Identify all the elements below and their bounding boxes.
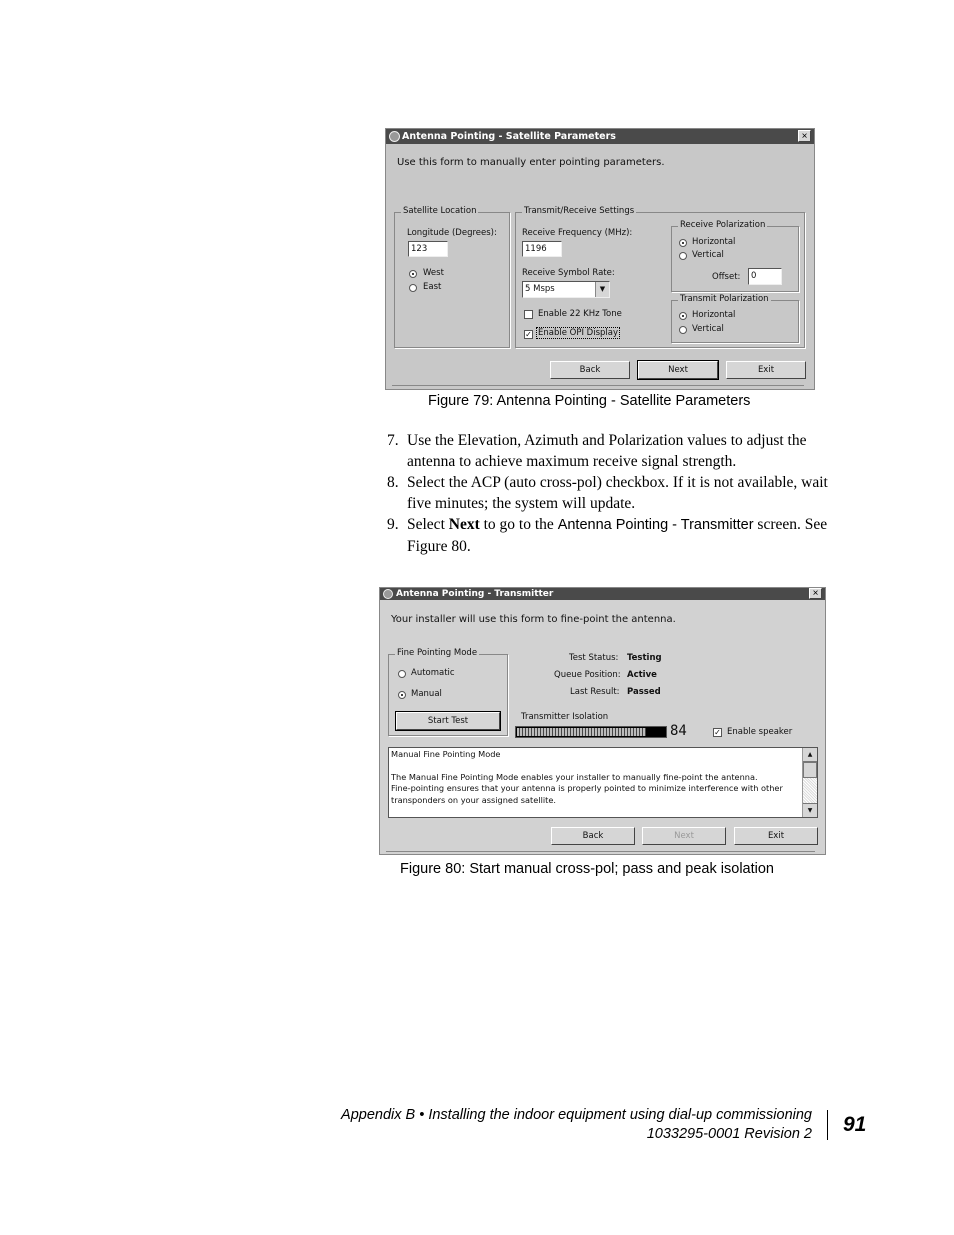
last-result-label: Last Result: bbox=[570, 687, 620, 697]
receive-polarization-group bbox=[671, 220, 799, 292]
transmit-receive-group bbox=[515, 206, 805, 348]
enable-speaker-checkbox[interactable]: ✓ bbox=[714, 728, 721, 737]
satellite-location-group bbox=[394, 206, 510, 348]
instruction-text: Use this form to manually enter pointing parameters. bbox=[397, 157, 665, 168]
exit-button[interactable]: Exit bbox=[734, 827, 818, 845]
tx-horizontal-label: Horizontal bbox=[692, 310, 736, 320]
manual-label: Manual bbox=[411, 689, 442, 699]
next-button[interactable]: Next bbox=[642, 827, 726, 845]
dialog-title: Antenna Pointing - Satellite Parameters bbox=[402, 131, 616, 142]
screen-name: Antenna Pointing - Transmitter bbox=[557, 517, 754, 533]
receive-frequency-input[interactable]: 1196 bbox=[522, 241, 562, 257]
tone-label: Enable 22 KHz Tone bbox=[538, 309, 622, 319]
scroll-up-icon[interactable]: ▲ bbox=[803, 748, 817, 762]
rx-vertical-label: Vertical bbox=[692, 250, 724, 260]
dialog-title: Antenna Pointing - Transmitter bbox=[396, 589, 554, 599]
offset-input[interactable]: 0 bbox=[748, 268, 782, 285]
automatic-label: Automatic bbox=[411, 668, 455, 678]
textbox-heading: Manual Fine Pointing Mode bbox=[391, 749, 501, 759]
description-textbox[interactable] bbox=[388, 747, 818, 818]
textbox-line: transponders on your assigned satellite. bbox=[391, 794, 556, 805]
step-text: Use the Elevation, Azimuth and Polarization values to adjust the antenna to achieve maximum receive signal strength. bbox=[407, 432, 807, 470]
back-button[interactable]: Back bbox=[551, 827, 635, 845]
isolation-meter-fill bbox=[517, 728, 646, 736]
fine-pointing-mode-group bbox=[388, 648, 508, 736]
opi-checkbox[interactable]: ✓ bbox=[525, 330, 532, 339]
queue-position-label: Queue Position: bbox=[554, 670, 621, 680]
textbox-line: Fine-pointing ensures that your antenna is properly pointed to minimize interference with other bbox=[391, 783, 783, 793]
manual-radio[interactable] bbox=[398, 691, 406, 699]
receive-frequency-label: Receive Frequency (MHz): bbox=[522, 228, 633, 238]
dialog-titlebar bbox=[386, 129, 814, 144]
test-status-value: Testing bbox=[627, 653, 662, 663]
rx-horizontal-label: Horizontal bbox=[692, 237, 736, 247]
transmitter-dialog bbox=[379, 587, 826, 855]
instruction-text: Your installer will use this form to fine-point the antenna. bbox=[391, 614, 676, 625]
last-result-value: Passed bbox=[627, 687, 661, 697]
automatic-radio[interactable] bbox=[398, 670, 406, 678]
symbol-rate-label: Receive Symbol Rate: bbox=[522, 268, 615, 278]
status-bar bbox=[392, 385, 804, 390]
step-number: 9. bbox=[387, 516, 399, 533]
scroll-down-icon[interactable]: ▼ bbox=[803, 803, 817, 817]
receive-polarization-label: Receive Polarization bbox=[680, 220, 766, 230]
satellite-location-label: Satellite Location bbox=[403, 206, 477, 216]
dialog-titlebar bbox=[380, 588, 825, 600]
back-button[interactable]: Back bbox=[550, 361, 630, 379]
opi-label: Enable OPI Display bbox=[538, 328, 619, 338]
step-number: 8. bbox=[387, 474, 399, 491]
start-test-button[interactable]: Start Test bbox=[396, 712, 500, 730]
vertical-scrollbar[interactable] bbox=[802, 748, 817, 817]
step-number: 7. bbox=[387, 432, 399, 449]
scroll-thumb[interactable] bbox=[803, 762, 817, 778]
close-button[interactable]: × bbox=[809, 588, 822, 599]
isolation-meter bbox=[515, 726, 667, 738]
tone-checkbox[interactable] bbox=[524, 310, 533, 319]
step-9 bbox=[387, 514, 837, 556]
isolation-value: 84 bbox=[670, 723, 687, 739]
queue-position-value: Active bbox=[627, 670, 657, 680]
fine-pointing-mode-label: Fine Pointing Mode bbox=[397, 648, 478, 658]
next-button[interactable]: Next bbox=[638, 361, 718, 379]
longitude-input[interactable]: 123 bbox=[408, 241, 448, 257]
test-status-label: Test Status: bbox=[569, 653, 619, 663]
figure80-caption: Figure 80: Start manual cross-pol; pass and peak isolation bbox=[400, 861, 774, 877]
figure79-caption: Figure 79: Antenna Pointing - Satellite Parameters bbox=[428, 393, 751, 409]
antenna-app-icon bbox=[389, 131, 400, 142]
exit-button[interactable]: Exit bbox=[726, 361, 806, 379]
transmit-polarization-label: Transmit Polarization bbox=[680, 294, 769, 304]
rx-vertical-radio[interactable] bbox=[679, 252, 687, 260]
west-label: West bbox=[423, 268, 444, 278]
symbol-rate-select[interactable] bbox=[522, 281, 610, 298]
footer-line-2: 1033295-0001 Revision 2 bbox=[646, 1126, 812, 1142]
textbox-line: The Manual Fine Pointing Mode enables your installer to manually fine-point the antenna. bbox=[391, 771, 758, 782]
symbol-rate-value: 5 Msps bbox=[525, 284, 555, 294]
chevron-down-icon[interactable]: ▼ bbox=[595, 282, 609, 297]
status-bar bbox=[386, 851, 815, 856]
step-text-mid: to go to the bbox=[479, 516, 558, 533]
east-radio[interactable] bbox=[409, 284, 417, 292]
west-radio[interactable] bbox=[409, 270, 417, 278]
enable-speaker-label: Enable speaker bbox=[727, 727, 793, 737]
longitude-label: Longitude (Degrees): bbox=[407, 228, 497, 238]
tx-horizontal-radio[interactable] bbox=[679, 312, 687, 320]
tx-vertical-radio[interactable] bbox=[679, 326, 687, 334]
footer-line-1: Appendix B • Installing the indoor equipment using dial-up commissioning bbox=[341, 1107, 812, 1123]
step-text: Select the ACP (auto cross-pol) checkbox. If it is not available, wait five minutes; the system will update. bbox=[407, 474, 828, 512]
east-label: East bbox=[423, 282, 442, 292]
step-text-pre: Select bbox=[407, 516, 449, 533]
step-text bbox=[407, 514, 837, 557]
footer-divider bbox=[827, 1110, 828, 1140]
rx-horizontal-radio[interactable] bbox=[679, 239, 687, 247]
close-button[interactable]: × bbox=[798, 130, 811, 142]
next-keyword: Next bbox=[448, 516, 480, 533]
offset-label: Offset: bbox=[712, 272, 741, 282]
page-number: 91 bbox=[843, 1113, 867, 1136]
satellite-parameters-dialog bbox=[385, 128, 815, 390]
step-text-post: screen. See Figure 80. bbox=[407, 516, 828, 555]
transmit-receive-label: Transmit/Receive Settings bbox=[524, 206, 635, 216]
step-7 bbox=[387, 430, 837, 472]
step-8 bbox=[387, 472, 837, 514]
transmit-polarization-group bbox=[671, 294, 799, 343]
antenna-app-icon bbox=[383, 589, 393, 599]
tx-vertical-label: Vertical bbox=[692, 324, 724, 334]
transmitter-isolation-label: Transmitter Isolation bbox=[521, 712, 609, 722]
